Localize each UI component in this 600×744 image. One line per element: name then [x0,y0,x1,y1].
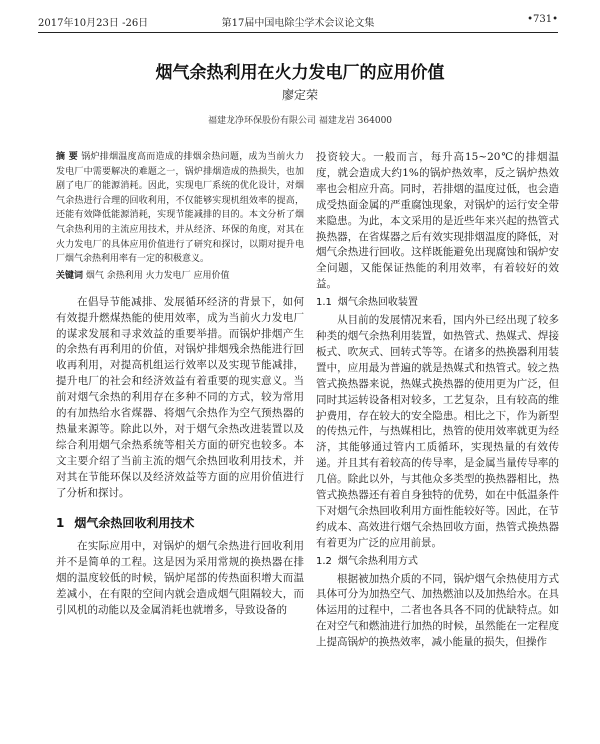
running-header [38,12,558,30]
subsection-1-2-paragraph: 根据被加热介质的不同，锅炉烟气余热使用方式具体可分为加热空气、加热燃油以及加热给水。在具体运用的过程中，二者也各具各不同的优缺特点。如在对空气和燃油进行加热的时候，虽然能在一定程度上提高锅炉的换热效率，减小能量的损失，但操作 [316,572,559,649]
subsection-1-1-heading [316,295,559,311]
section-1-heading [56,516,304,532]
section-1-number: 1 [56,515,65,530]
paper-affiliation: 福建龙净环保股份有限公司 福建龙岩 364000 [207,116,393,126]
header-page-number: •731• [527,14,558,25]
section-1-paragraph-right: 投资较大。一般而言，每升高15~20℃的排烟温度，就会造成大约1%的锅炉热效率，反之锅炉热效率也会相应升高。同时，若排烟的温度过低，也会造成受热面金属的严重腐蚀现象，对锅炉的运行安全带来隐患。为此，本文采用的是近些年来兴起的热管式换热器，在省煤器之后有效实现排烟温度的降低，对烟气余热进行回收。这样既能避免出现腐蚀和锅炉安全问题，又能保证热能的利用效率，有着较好的效益。 [316,151,559,291]
abstract [56,150,304,267]
keywords-text: 烟气 余热利用 火力发电厂 应用价值 [85,270,230,281]
header-conference: 第17届中国电除尘学术会议论文集 [221,18,375,29]
left-column [56,150,304,619]
intro-paragraph: 在倡导节能减排、发展循环经济的背景下，如何有效提升燃煤热能的使用效率，成为当前火力发电厂的谋求发展和寻求效益的重要举措。而锅炉排烟产生的余热有再利用的价值，对锅炉排烟残余热能进行回收再利用，对提高机组运行效率以及实现节能减排，提升电厂的社会和经济效益有着重要的现实意义。当前对烟气余热的利用存在多种不同的方式，较为常用的有加热给水省煤器、将烟气余热作为空气预热器的热量来源等。除此以外，对于烟气余热改进装置以及综合利用烟气余热系统等相关方面的研究也较多。本文主要介绍了当前主流的烟气余热回收利用技术，并对其在节能环保以及经济效益等方面的应用价值进行了分析和探讨。 [56,295,304,499]
keywords-label: 关键词 [56,270,84,281]
subsection-1-2-number: 1.2 [316,555,332,567]
subsection-1-2-title: 烟气余热利用方式 [337,555,418,567]
right-column [316,150,559,651]
header-date: 2017年10月23日 -26日 [38,18,149,29]
subsection-1-2-heading [316,554,559,570]
paper-author: 廖定荣 [281,88,318,102]
header-rule [38,32,558,33]
section-1-paragraph-left: 在实际应用中，对锅炉的烟气余热进行回收利用并不是简单的工程。这是因为采用常规的换热器在排烟的温度较低的时候，锅炉尾部的传热面积增大而温差减小，在有限的空间内就会造成烟气阻隔较大，而引风机的动能以及金属消耗也就增多，导致设备的 [56,540,304,617]
subsection-1-1-number: 1.1 [316,297,332,309]
keywords [56,269,304,283]
abstract-label: 摘 要 [56,152,79,162]
section-1-title: 烟气余热回收利用技术 [74,515,195,530]
abstract-text: 锅炉排烟温度高而造成的排烟余热问题，成为当前火力发电厂中需要解决的难题之一，锅炉排烟造成的热损失，也加剧了电厂的能源消耗。因此，实现电厂系统的优化设计，对烟气余热进行合理的回收利用，不仅能够实现机组效率的提高，还能有效降低能源消耗，实现节能减排的目的。本文分析了烟气余热利用的主流应用技术，并从经济、环保的角度，对其在火力发电厂的具体应用价值进行了研究和探讨，以期对提升电厂烟气余热利用率有一定的积极意义。 [56,152,304,265]
subsection-1-1-paragraph: 从目前的发展情况来看，国内外已经出现了较多种类的烟气余热利用装置，如热管式、热媒式、焊接板式、吹灰式、回转式等等。在诸多的热换器利用装置中，应用最为普遍的就是热媒式和热管式。较之热管式换热器来说，热媒式换热器的使用更为广泛，但同时其运转设备相对较多，工艺复杂，且有较高的维护费用，存在较大的安全隐患。相比之下，作为新型的传热元件，与热媒相比，热管的使用效率就更为经济，其能够通过管内工质循环，实现热量的有效传递。并且其有着较高的传导率，是金属当量传导率的几倍。除此以外，与其他众多类型的换热器相比，热管式换热器还有着自身独特的优势，如在中低温条件下对烟气余热回收利用方面性能较好等。因此，在节约成本、高效进行烟气余热回收方面，热管式换热器有着更为广泛的应用前景。 [316,314,559,549]
subsection-1-1-title: 烟气余热回收装置 [337,297,418,309]
paper-title: 烟气余热利用在火力发电厂的应用价值 [155,63,445,83]
